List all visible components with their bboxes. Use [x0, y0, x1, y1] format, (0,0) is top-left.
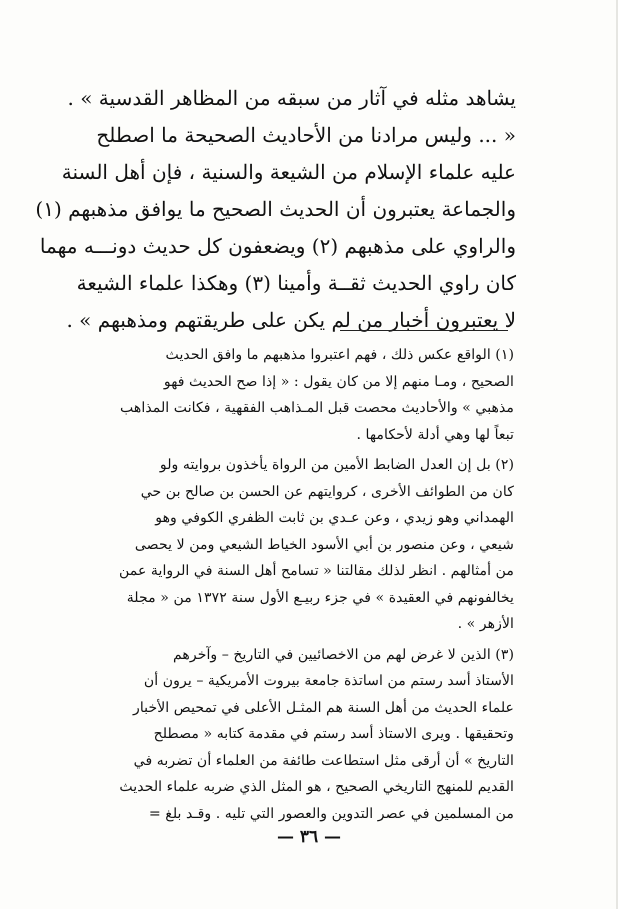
footnote-line: الهمداني وهو زيدي ، وعن عـدي بن ثابت الظفري الكوفي وهو: [155, 510, 514, 526]
main-text-line: عليه علماء الإسلام من الشيعة والسنية ، فإن أهل السنة: [61, 160, 516, 184]
footnote-3: [100, 642, 514, 828]
footnote-line: مذهبي » والأحاديث محصت قبل المـذاهب الفقهية ، فكانت المذاهب: [119, 400, 514, 416]
main-text-line: والجماعة يعتبرون أن الحديث الصحيح ما يوافق مذهبهم (١): [35, 197, 516, 221]
main-text-line: لا يعتبرون أخبار من لم يكن على طريقتهم ومذهبهم » .: [66, 308, 516, 332]
footnote-line: يخالفونهم في العقيدة » في جزء ربيـع الأول سنة ١٣٧٢ من « مجلة: [126, 589, 514, 606]
footnote-line: وتحقيقها . ويرى الاستاذ أسد رستم في مقدمة كتابه « مصطلح: [153, 726, 514, 742]
footnote-line: الأزهر » .: [457, 616, 514, 632]
footnote-line: الصحيح ، ومـا منهم إلا من كان يقول : « إذا صح الحديث فهو: [163, 373, 514, 390]
footnotes-block: [100, 342, 514, 827]
footnote-line: (٣) الذين لا غرض لهم من الاخصائيين في التاريخ – وآخرهم: [172, 646, 514, 663]
footnote-line: تبعاً لها وهي أدلة لأحكامها .: [356, 426, 514, 443]
footnote-line: (١) الواقع عكس ذلك ، فهم اعتبروا مذهبهم ما وافق الحديث: [165, 347, 514, 363]
footnote-line: شيعي ، وعن منصور بن أبي الأسود الخياط الشيعي ومن لا يحصى: [134, 536, 514, 553]
main-text-line: يشاهد مثله في آثار من سبقه من المظاهر القدسية » .: [67, 86, 516, 110]
page-number: — ٣٦ —: [276, 827, 342, 847]
main-text-line: والراوي على مذهبهم (٢) ويضعفون كل حديث دونـــه مهما: [39, 234, 516, 258]
footnote-line: الأستاذ أسد رستم من اساتذة جامعة بيروت الأمريكية – يرون أن: [143, 673, 514, 689]
footnote-line: القديم للمنهج التاريخي الصحيح ، هو المثل الذي ضربه علماء الحديث: [119, 779, 514, 795]
main-text-line: « ... وليس مرادنا من الأحاديث الصحيحة ما اصطلح: [96, 123, 516, 147]
main-text-block: [35, 80, 516, 339]
main-text-line: كان راوي الحديث ثقــة وأمينا (٣) وهكذا علماء الشيعة: [76, 271, 516, 295]
footnote-1: [100, 342, 514, 448]
footnote-line: علماء الحديث من أهل السنة هم المثـل الأعلى في تمحيص الأخبار: [132, 699, 514, 716]
footnote-2: [100, 452, 514, 638]
footnote-line: كان من الطوائف الأخرى ، كروايتهم عن الحسن بن صالح بن حي: [140, 483, 514, 500]
footnote-line: (٢) بل إن العدل الضابط الأمين من الرواة يأخذون بروايته ولو: [159, 457, 514, 473]
footnote-line: التاريخ » أن أرقى مثل استطاعت طائفة من العلماء أن تضربه في: [133, 752, 514, 769]
footnote-separator-rule: [340, 330, 508, 331]
footnote-line: من المسلمين في عصر التدوين والعصور التي تليه . وقـد بلغ =: [148, 805, 514, 822]
footnote-line: من أمثالهم . انظر لذلك مقالتنا « تسامح أهل السنة في الرواية عمن: [118, 563, 514, 579]
